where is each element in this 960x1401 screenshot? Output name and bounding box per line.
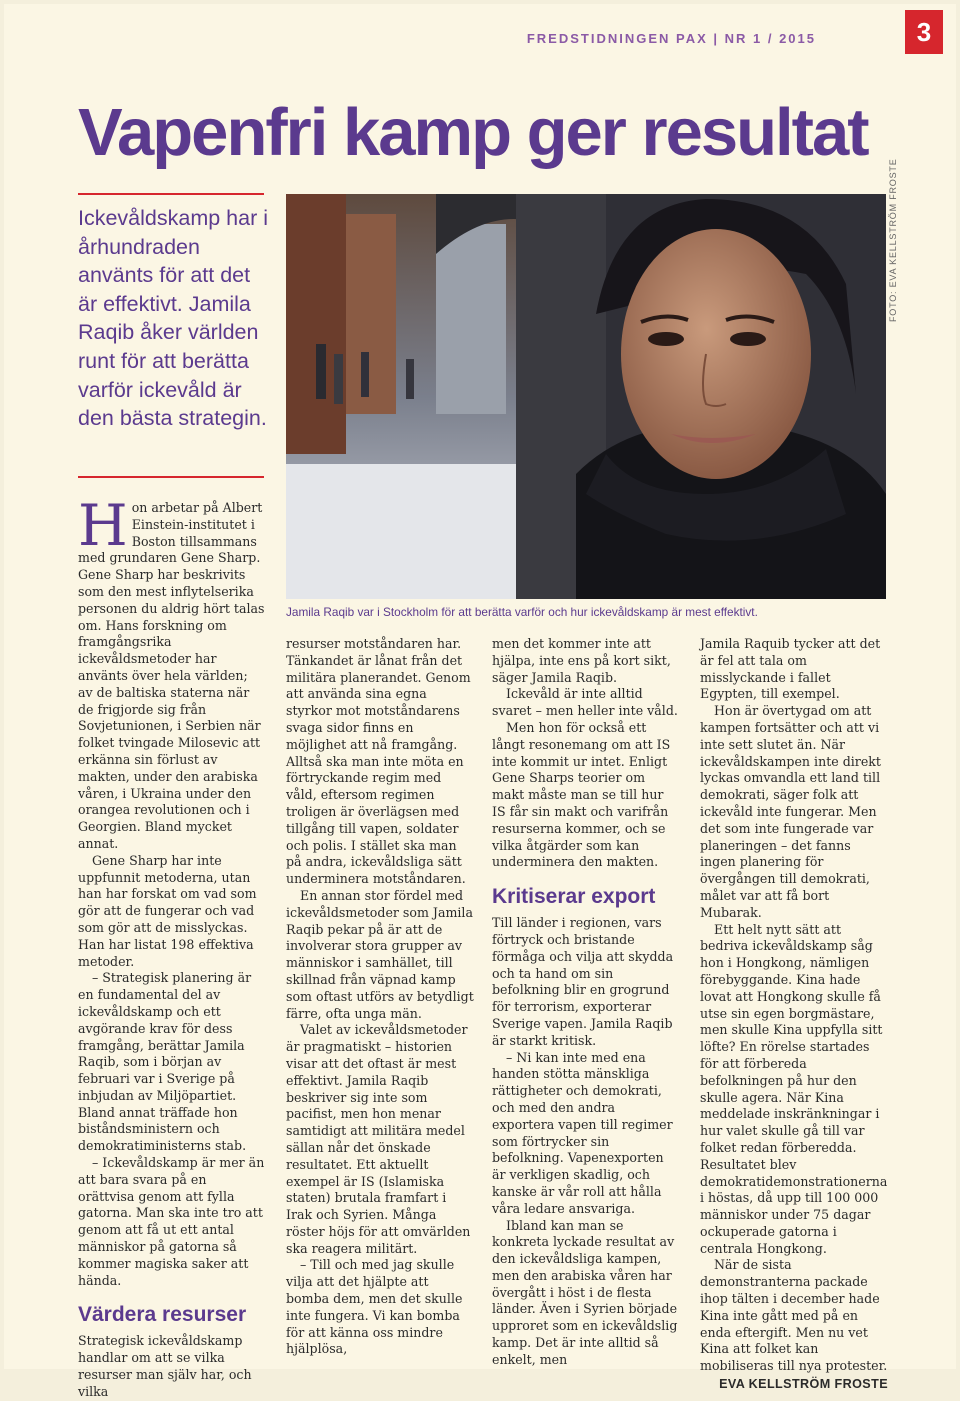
- paragraph: Ickevåld är inte alltid svaret – men heller inte våld.: [492, 686, 678, 719]
- subheading-kritiserar-export: Kritiserar export: [492, 885, 656, 909]
- paragraph: Strategisk ickevåldskamp handlar om att se vilka resurser man själv har, och vilka: [78, 1333, 252, 1399]
- paragraph: Hon är övertygad om att kampen fortsätter och att vi inte sett slutet än. När ickevåldskampen inte direkt lyckas omvandla ett land till demokrati, säger folk att ickevåld inte fungerar. Men det som inte fungerade var planeringen – det fanns ingen planering för övergången till demokrati, målet var att få bort Mubarak.: [700, 703, 881, 920]
- subheading-vardera-resurser: Värdera resurser: [78, 1303, 247, 1327]
- paragraph: Till länder i regionen, vars förtryck och bristande förmåga och vilja att skydda och ta hand om sin befolkning blir en grogrund för terrorism, exporterar Sverige vapen. Jamila Raqib är starkt kritisk.: [492, 915, 674, 1048]
- paragraph: Men hon för också ett långt resonemang om att IS inte kommit ur intet. Enligt Gene Sharps teorier om makt måste man se till hur IS får sin makt och varifrån resurserna kommer, och se vilka åtgärder som kan underminera den makten.: [492, 719, 671, 870]
- ingress-top-rule: [78, 193, 264, 195]
- article-headline: Vapenfri kamp ger resultat: [78, 95, 868, 170]
- paragraph: – Strategisk planering är en fundamental del av ickevåldskamp och ett avgörande krav för dess framgång, berättar Jamila Raqib, som i början av februari var i Sverige på inbjudan av Miljöpartiet. Bland annat träffade hon biståndsministern och demokratiministerns stab.: [78, 970, 252, 1154]
- portrait-photo: [286, 194, 886, 599]
- page-number-badge: 3: [905, 10, 943, 54]
- paragraph: resurser motståndaren har. Tänkandet är lånat från det militära planerandet. Genom att använda sina egna styrkor mot motståndarens svaga sidor finns en möjlighet att nå framgång. Alltså ska man inte möta en förtryckande regim med våld, eftersom regimen troligen är överlägsen med tillgång till vapen, soldater och polis. I stället ska man på andra, ickevåldsliga sätt underminera motståndaren.: [286, 636, 471, 887]
- paragraph: Jamila Raquib tycker att det är fel att tala om misslyckande i fallet Egypten, till exempel.: [700, 636, 881, 702]
- paragraph: Ibland kan man se konkreta lyckade resultat av den ickevåldsliga kampen, men den arabiska våren har övergått i höst i de flesta länder. Även i Syrien började upproret som en ickevåldslig kamp. Det är inte alltid så enkelt, men: [492, 1217, 678, 1367]
- text-column-4: [700, 636, 888, 1393]
- text-column-2: [286, 636, 474, 1358]
- paragraph: Hon arbetar på Albert Einstein-institutet i Boston tillsammans med grundaren Gene Sharp. Gene Sharp har beskrivits som den mest inflytelserika personen du aldrig hört talas om. Hans forskning om framgångsrika ickevåldsmetoder har använts över hela världen; av de baltiska staterna när de frigjorde sig från Sovjetunionen, i Serbien när folket tvingade Milosevic att erkänna sin förlust av makten, under den arabiska våren, i Ukraina under den orangea revolutionen och i Georgien. Bland mycket annat.: [78, 493, 265, 851]
- paragraph: När de sista demonstranterna packade ihop tälten i december hade Kina inte gått med på en enda eftergift. Men nu vet Kina att folket kan mobiliseras till nya protester.: [700, 1257, 888, 1374]
- paragraph: Ett helt nytt sätt att bedriva ickevåldskamp såg hon i Hongkong, nämligen förebyggande. Kina hade lovat att Hongkong skulle få utse sin egen borgmästare, men skulle Kina uppfylla sitt löfte? En rörelse startades för att förbereda befolkningen på hur den skulle agera. När Kina meddelade inskränkningar i hur valet skulle gå till var folket redan förberedda. Resultatet blev demokratidemonstrationerna i höstas, då upp till 100 000 människor under 75 dagar ockuperade gatorna i centrala Hongkong.: [700, 921, 888, 1256]
- paragraph: Valet av ickevåldsmetoder är pragmatiskt – historien visar att det oftast är mest effektivt. Jamila Raqib beskriver sig inte som pacifist, men hon menar samtidigt att militära medel sällan når det önskade resultatet. Ett aktuellt exempel är IS (Islamiska staten) brutala framfart i Irak och Syrien. Många röster höjs för att omvärlden ska reagera militärt.: [286, 1022, 471, 1256]
- text-column-3: [492, 636, 680, 1369]
- photo-caption: Jamila Raqib var i Stockholm för att berätta varför och hur ickevåldskamp är mest effektivt.: [286, 605, 758, 619]
- newspaper-page: [4, 4, 956, 1399]
- text-column-1: [78, 493, 266, 1401]
- paragraph: – Ickevåldskamp är mer än att bara svara på en orättvisa genom att fylla gatorna. Man ska inte tro att genom att få ut ett antal människor på gatorna så kommer magiska saker att hända.: [78, 1155, 265, 1288]
- paragraph: – Ni kan inte med ena handen stötta mänskliga rättigheter och demokrati, och med den andra exportera vapen till regimer som förtrycker sin befolkning. Vapenexporten är verkligen skadlig, och kanske är vår roll att hålla våra ledare ansvariga.: [492, 1049, 673, 1216]
- portrait-illustration: [286, 194, 886, 599]
- paragraph: men det kommer inte att hjälpa, inte ens på kort sikt, säger Jamila Raqib.: [492, 636, 671, 685]
- article-ingress: Ickevåldskamp har i århundraden använts för att det är effektivt. Jamila Raqib åker världen runt för att berätta varför ickevåld är den bästa strategin.: [78, 206, 268, 431]
- paragraph: – Till och med jag skulle vilja att det hjälpte att bomba dem, men det skulle inte fungera. Vi kan bomba för att känna oss mindre hjälplösa,: [286, 1257, 463, 1357]
- publication-header: FREDSTIDNINGEN PAX | NR 1 / 2015: [526, 31, 816, 46]
- photo-credit: FOTO: EVA KELLSTRÖM FROSTE: [888, 158, 898, 322]
- ingress-bottom-rule: [78, 476, 264, 478]
- author-byline: EVA KELLSTRÖM FROSTE: [719, 1377, 888, 1392]
- paragraph: En annan stor fördel med ickevåldsmetoder som Jamila Raqib pekar på är att de involverar stora grupper av människor i samhället, till skillnad från väpnad kamp som oftast utförs av betydligt färre, ofta unga män.: [286, 887, 474, 1021]
- paragraph: Gene Sharp har inte uppfunnit metoderna, utan han har forskat om vad som gör att de fungerar och vad som gör att de misslyckas. Han har listat 198 effektiva metoder.: [78, 852, 257, 969]
- drop-cap: H: [78, 493, 128, 559]
